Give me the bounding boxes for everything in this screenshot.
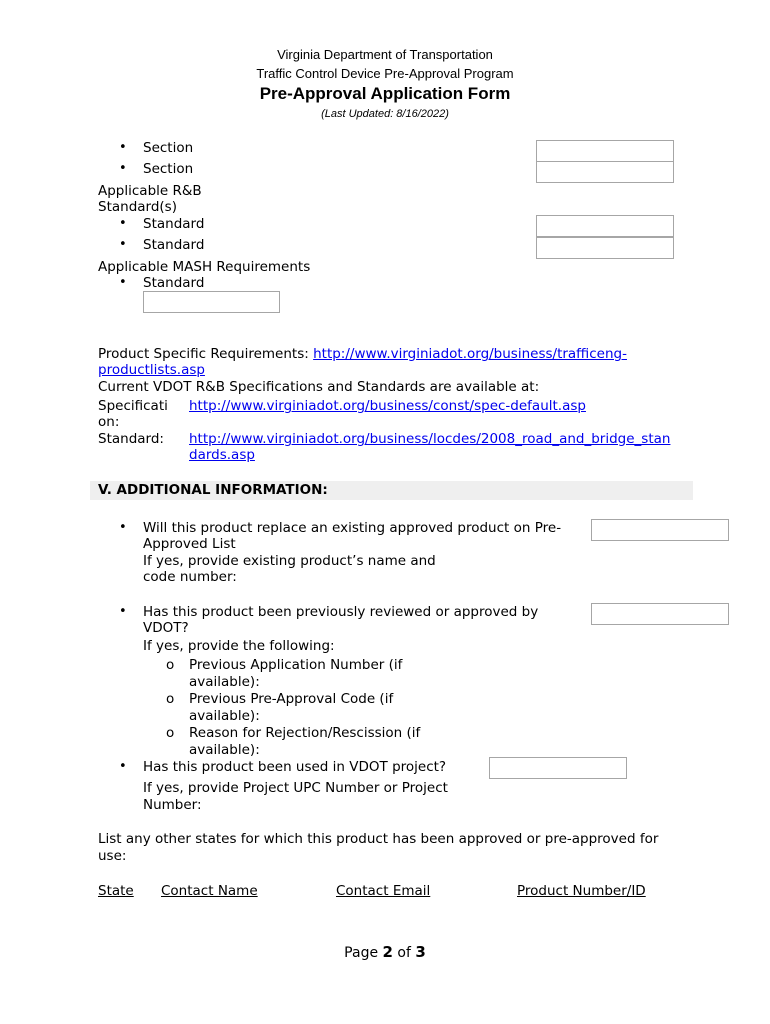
- q1-line1: Will this product replace an existing approved product on Pre-: [143, 520, 562, 536]
- std-label: Standard:: [98, 431, 164, 447]
- page-current: 2: [382, 943, 393, 961]
- sub1-line2: available):: [189, 674, 260, 690]
- column-header-contact-email: Contact Email: [336, 883, 431, 899]
- sub-bullet-icon: o: [166, 691, 175, 707]
- q1-line2: Approved List: [143, 536, 236, 552]
- rb-standards-label-line2: Standard(s): [98, 199, 177, 215]
- spec-link[interactable]: http://www.virginiadot.org/business/const/spec-default.asp: [189, 398, 586, 414]
- standard-label-2: Standard: [143, 237, 205, 253]
- form-title: Pre-Approval Application Form: [259, 84, 511, 103]
- used-in-project-input[interactable]: [489, 757, 627, 779]
- sub-bullet-icon: o: [166, 657, 175, 673]
- section-label-2: Section: [143, 161, 194, 177]
- page-total: 3: [415, 943, 426, 961]
- sub3-line1: Reason for Rejection/Rescission (if: [189, 725, 421, 741]
- standard-input-2[interactable]: [536, 237, 674, 259]
- q2-line2: VDOT?: [143, 620, 189, 636]
- sub2-line2: available):: [189, 708, 260, 724]
- of-word: of: [397, 945, 411, 961]
- header-org: Virginia Department of Transportation: [277, 47, 493, 62]
- other-states-line1: List any other states for which this product has been approved or pre-approved for: [98, 831, 659, 847]
- spec-label-line2: on:: [98, 414, 120, 430]
- column-header-contact-name: Contact Name: [161, 883, 258, 899]
- spec-label-line1: Specificati: [98, 398, 168, 414]
- q1-line3: If yes, provide existing product’s name and: [143, 553, 436, 569]
- bullet-icon: •: [119, 216, 127, 231]
- psr-link[interactable]: http://www.virginiadot.org/business/trafficeng-: [313, 346, 627, 362]
- mash-standard-input[interactable]: [143, 291, 280, 313]
- rb-standards-label-line1: Applicable R&B: [98, 183, 202, 199]
- section-v-header: [90, 481, 693, 500]
- bullet-icon: •: [119, 161, 127, 176]
- mash-standard-label: Standard: [143, 275, 205, 291]
- std-link-continued[interactable]: dards.asp: [189, 447, 255, 463]
- q2-line1: Has this product been previously reviewed or approved by: [143, 604, 539, 620]
- std-link[interactable]: http://www.virginiadot.org/business/locdes/2008_road_and_bridge_stan: [189, 431, 671, 447]
- psr-link-continued[interactable]: productlists.asp: [98, 362, 205, 378]
- current-specs-line: Current VDOT R&B Specifications and Standards are available at:: [98, 379, 540, 395]
- section-input-2[interactable]: [536, 161, 674, 183]
- bullet-icon: •: [119, 759, 127, 774]
- header-program: Traffic Control Device Pre-Approval Program: [256, 66, 514, 81]
- q3-line2: If yes, provide Project UPC Number or Project: [143, 780, 448, 796]
- previously-reviewed-input[interactable]: [591, 603, 729, 625]
- q3-line3: Number:: [143, 797, 202, 813]
- section-label-1: Section: [143, 140, 194, 156]
- page-footer: [0, 943, 770, 961]
- page-word: Page: [344, 945, 379, 961]
- q2-line3: If yes, provide the following:: [143, 638, 335, 654]
- bullet-icon: •: [119, 520, 127, 535]
- bullet-icon: •: [119, 140, 127, 155]
- column-header-state: State: [98, 883, 134, 899]
- sub1-line1: Previous Application Number (if: [189, 657, 403, 673]
- sub2-line1: Previous Pre-Approval Code (if: [189, 691, 394, 707]
- psr-label: Product Specific Requirements:: [98, 346, 309, 362]
- q1-line4: code number:: [143, 569, 237, 585]
- section-v-title: V. ADDITIONAL INFORMATION:: [98, 482, 328, 498]
- q3-line1: Has this product been used in VDOT project?: [143, 759, 447, 775]
- column-header-product-number: Product Number/ID: [517, 883, 646, 899]
- bullet-icon: •: [119, 604, 127, 619]
- replace-product-input[interactable]: [591, 519, 729, 541]
- mash-label: Applicable MASH Requirements: [98, 259, 311, 275]
- sub3-line2: available):: [189, 742, 260, 758]
- section-input-1[interactable]: [536, 140, 674, 162]
- bullet-icon: •: [119, 275, 127, 290]
- standard-input-1[interactable]: [536, 215, 674, 237]
- last-updated: (Last Updated: 8/16/2022): [321, 108, 449, 120]
- bullet-icon: •: [119, 237, 127, 252]
- standard-label-1: Standard: [143, 216, 205, 232]
- sub-bullet-icon: o: [166, 725, 175, 741]
- other-states-line2: use:: [98, 848, 127, 864]
